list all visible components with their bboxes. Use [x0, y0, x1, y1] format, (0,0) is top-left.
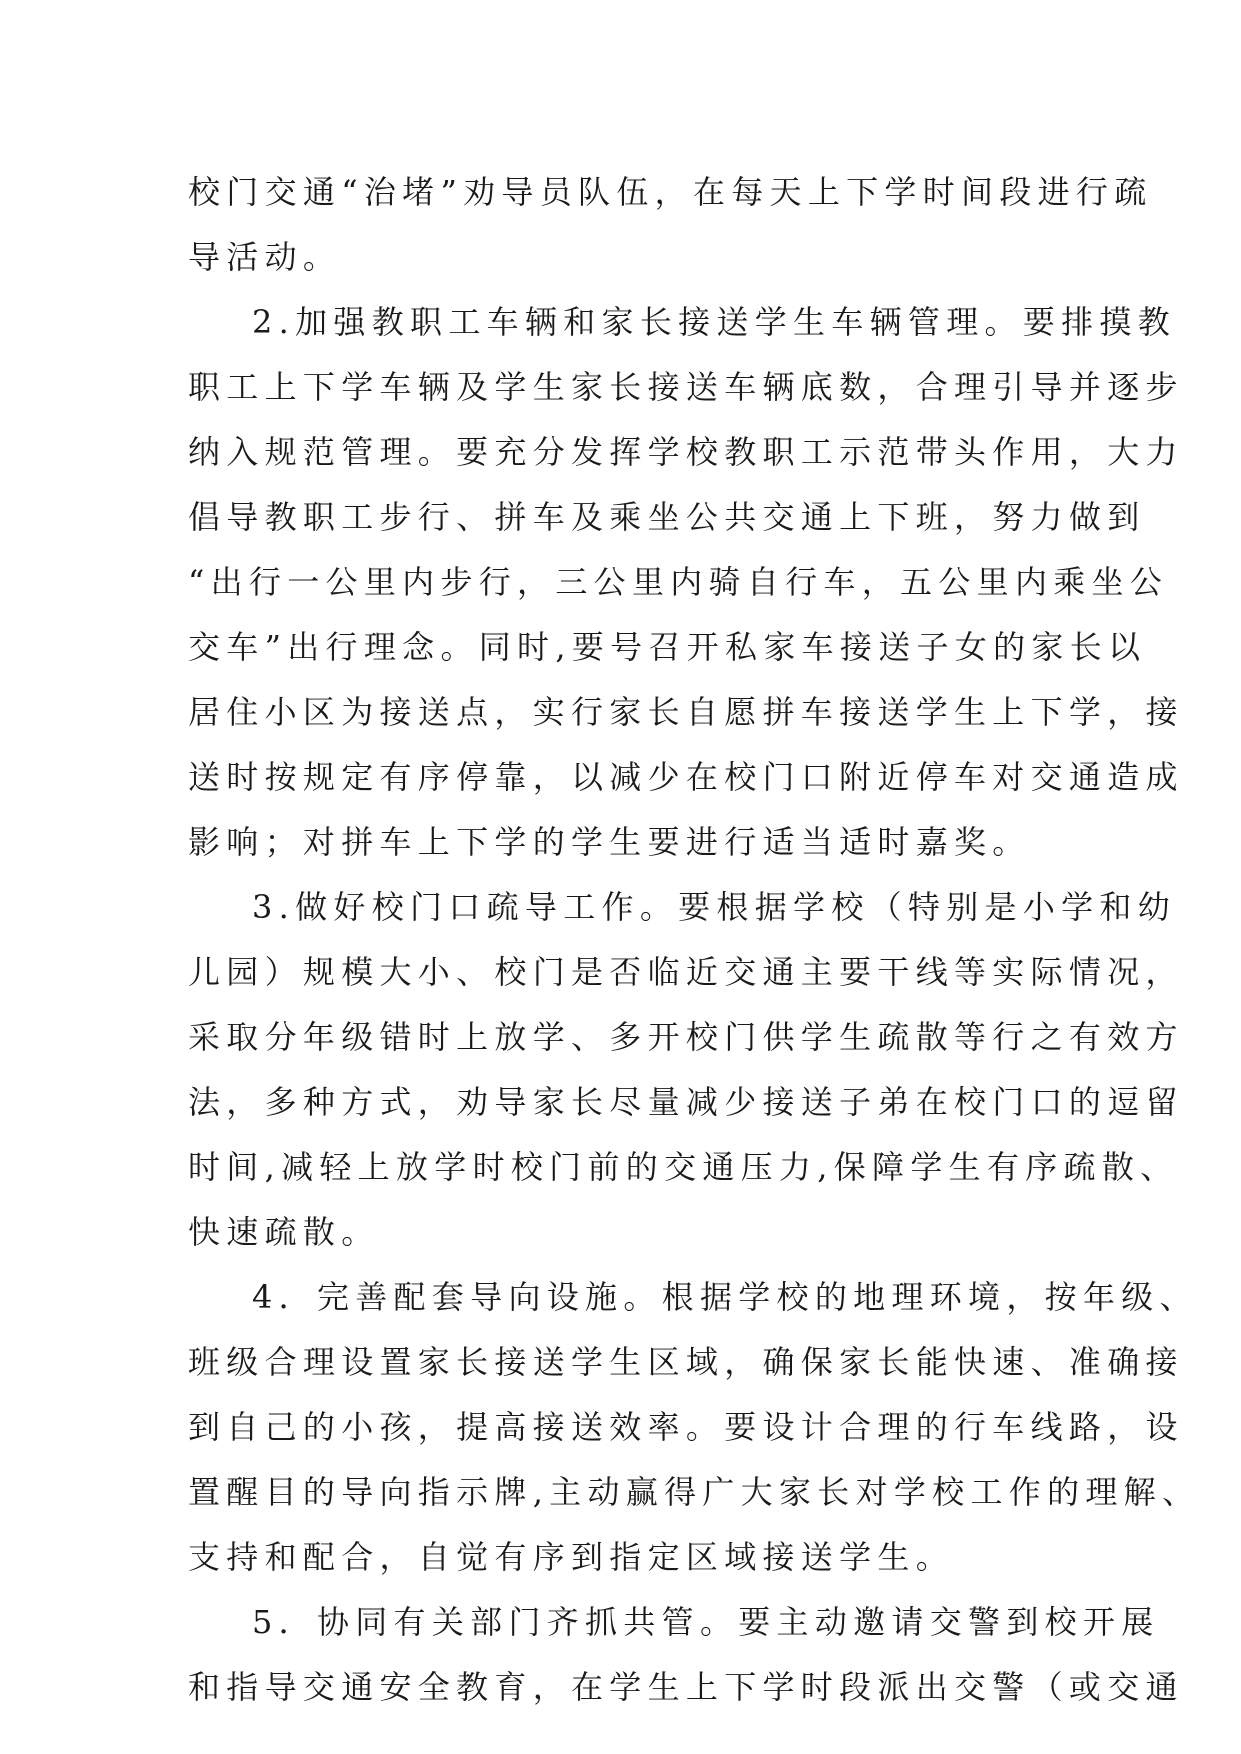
text-line: 居住小区为接送点，实行家长自愿拼车接送学生上下学，接 — [188, 693, 1184, 731]
text-line: 到自己的小孩，提高接送效率。要设计合理的行车线路，设 — [188, 1408, 1184, 1446]
text-line: 儿园）规模大小、校门是否临近交通主要干线等实际情况， — [188, 953, 1184, 991]
text-line: 法，多种方式，劝导家长尽量减少接送子弟在校门口的逗留 — [188, 1083, 1184, 1121]
text-line: 时间,减轻上放学时校门前的交通压力,保障学生有序疏散、 — [188, 1148, 1179, 1186]
text-line: 职工上下学车辆及学生家长接送车辆底数，合理引导并逐步 — [188, 368, 1184, 406]
text-line: 班级合理设置家长接送学生区域，确保家长能快速、准确接 — [188, 1343, 1184, 1381]
text-line: 支持和配合，自觉有序到指定区域接送学生。 — [188, 1538, 955, 1576]
text-line: 导活动。 — [188, 238, 342, 276]
text-line: 3.做好校门口疏导工作。要根据学校（特别是小学和幼 — [252, 888, 1177, 926]
text-line: 4．完善配套导向设施。根据学校的地理环境，按年级、 — [252, 1278, 1198, 1316]
text-line: 交车”出行理念。同时,要号召开私家车接送子女的家长以 — [188, 628, 1147, 666]
text-line: 影响；对拼车上下学的学生要进行适当适时嘉奖。 — [188, 823, 1031, 861]
text-line: 采取分年级错时上放学、多开校门供学生疏散等行之有效方 — [188, 1018, 1184, 1056]
text-line: 校门交通“治堵”劝导员队伍，在每天上下学时间段进行疏 — [188, 173, 1153, 211]
text-line: 和指导交通安全教育，在学生上下学时段派出交警（或交通 — [188, 1668, 1184, 1706]
text-line: 2.加强教职工车辆和家长接送学生车辆管理。要排摸教 — [252, 303, 1177, 341]
text-line: 5．协同有关部门齐抓共管。要主动邀请交警到校开展 — [252, 1603, 1160, 1641]
text-line: “出行一公里内步行，三公里内骑自行车，五公里内乘坐公 — [188, 563, 1169, 601]
text-line: 倡导教职工步行、拼车及乘坐公共交通上下班，努力做到 — [188, 498, 1146, 536]
document-body — [188, 160, 1201, 1720]
text-line: 纳入规范管理。要充分发挥学校教职工示范带头作用，大力 — [188, 433, 1184, 471]
text-line: 快速疏散。 — [188, 1213, 380, 1251]
text-line: 置醒目的导向指示牌,主动赢得广大家长对学校工作的理解、 — [188, 1473, 1201, 1511]
text-line: 送时按规定有序停靠，以减少在校门口附近停车对交通造成 — [188, 758, 1184, 796]
